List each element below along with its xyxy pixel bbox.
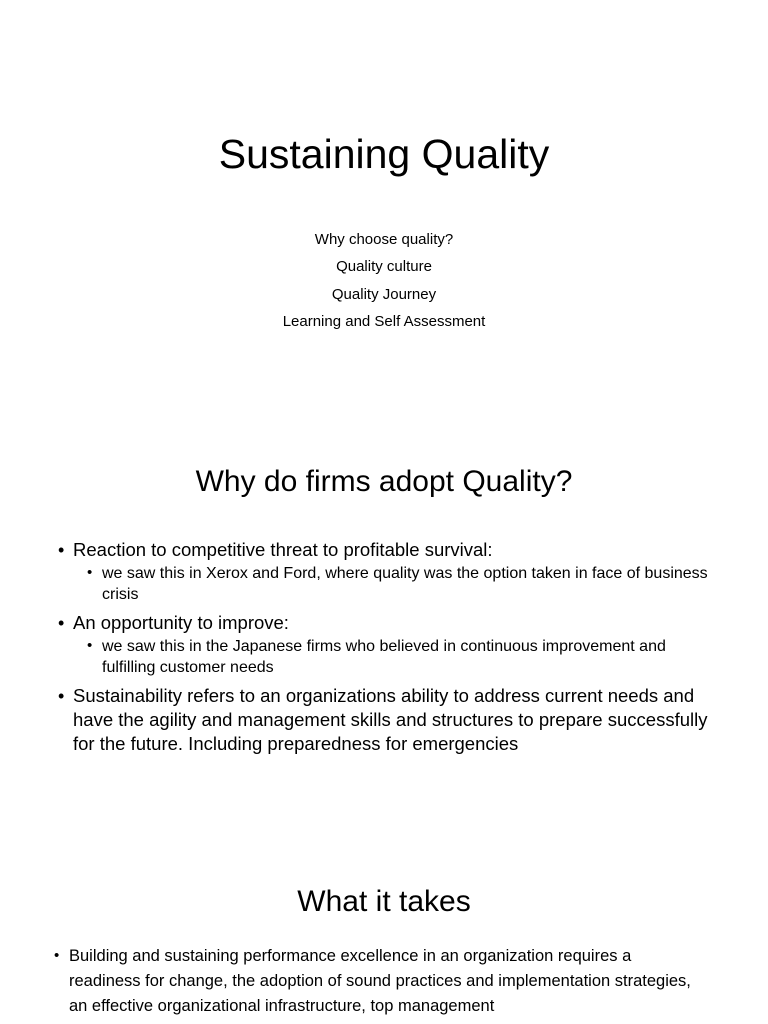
subtitle-line: Quality culture bbox=[336, 258, 432, 276]
slide-title bbox=[0, 0, 768, 420]
bullet-list bbox=[54, 944, 694, 1019]
subtitle-line: Why choose quality? bbox=[314, 231, 454, 248]
sub-bullet-item bbox=[87, 563, 708, 605]
subtitle-list bbox=[0, 226, 768, 336]
bullet-item bbox=[58, 611, 708, 678]
bullet-text: An opportunity to improve: bbox=[73, 612, 289, 633]
bullet-icon: • bbox=[87, 637, 93, 654]
bullet-list bbox=[58, 538, 708, 756]
sub-bullet-text: we saw this in Xerox and Ford, where quality was the option taken in face of business crisis bbox=[102, 565, 708, 603]
sub-bullet-item bbox=[87, 636, 708, 678]
slide-title-heading: Sustaining Quality bbox=[218, 131, 550, 177]
bullet-text: Sustainability refers to an organizations ability to address current needs and have the agility and management skills and structures to prepare successfully for the future. Including preparedness for emergencies bbox=[73, 685, 708, 754]
slide-why-adopt-quality bbox=[0, 440, 768, 800]
slide-what-it-takes bbox=[0, 860, 768, 1024]
subtitle-line: Quality Journey bbox=[331, 285, 437, 303]
bullet-text: Building and sustaining performance excellence in an organization requires a readiness for change, the adoption of sound practices and implementation strategies, an effective organizational infrastructure, top management bbox=[69, 947, 691, 1015]
subtitle-line: Learning and Self Assessment bbox=[282, 313, 486, 331]
bullet-item bbox=[58, 684, 708, 756]
bullet-icon: • bbox=[87, 564, 93, 581]
sub-bullet-text: we saw this in the Japanese firms who believed in continuous improvement and fulfilling customer needs bbox=[102, 638, 666, 676]
bullet-text: Reaction to competitive threat to profitable survival: bbox=[73, 539, 493, 560]
slide-heading: What it takes bbox=[297, 885, 471, 918]
sub-bullet-list bbox=[87, 563, 708, 605]
bullet-icon: • bbox=[58, 540, 65, 560]
bullet-icon: • bbox=[58, 686, 65, 706]
bullet-icon: • bbox=[58, 613, 65, 633]
bullet-item bbox=[58, 538, 708, 605]
sub-bullet-list bbox=[87, 636, 708, 678]
slide-heading: Why do firms adopt Quality? bbox=[195, 465, 573, 498]
bullet-item bbox=[54, 944, 694, 1019]
bullet-icon: • bbox=[54, 947, 60, 964]
